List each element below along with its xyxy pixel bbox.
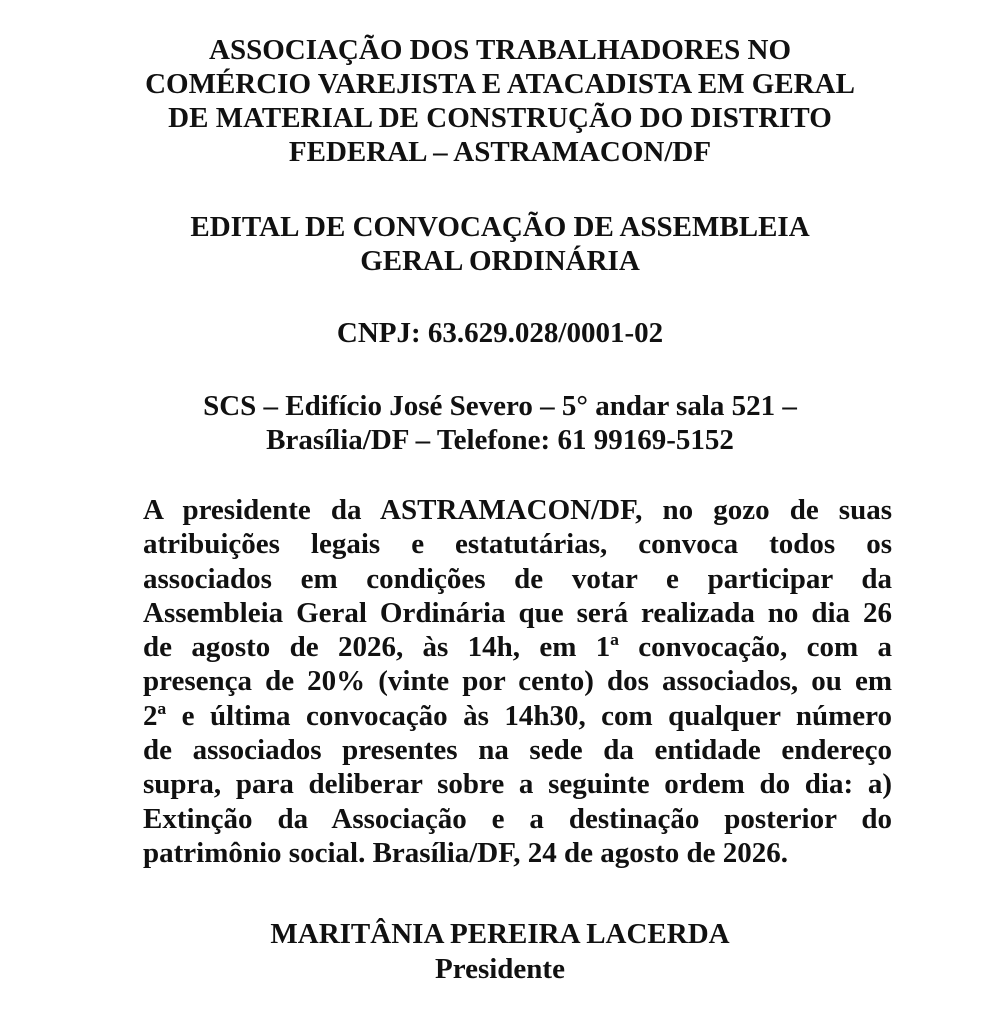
organization-name-line: FEDERAL – ASTRAMACON/DF: [288, 136, 712, 168]
paragraph-line: atribuições legais e estatutárias, convoca todos os: [143, 528, 892, 561]
paragraph-line: supra, para deliberar sobre a seguinte ordem do dia: a): [143, 768, 892, 801]
paragraph-line: 2ª e última convocação às 14h30, com qualquer número: [143, 699, 892, 732]
paragraph-line: A presidente da ASTRAMACON/DF, no gozo de suas: [143, 494, 892, 526]
paragraph-line: presença de 20% (vinte por cento) dos associados, ou em: [143, 665, 892, 698]
signatory-role-text: Presidente: [435, 953, 565, 985]
paragraph-line: de agosto de 2026, às 14h, em 1ª convocação, com a: [143, 631, 892, 664]
paragraph-line: Extinção da Associação e a destinação posterior do: [143, 802, 892, 835]
document-title-line: EDITAL DE CONVOCAÇÃO DE ASSEMBLEIA: [190, 211, 810, 243]
cnpj-text: CNPJ: 63.629.028/0001-02: [336, 317, 664, 349]
convocation-paragraph: [143, 493, 892, 870]
organization-name: [100, 33, 900, 169]
address-block: [100, 389, 900, 457]
organization-name-line: DE MATERIAL DE CONSTRUÇÃO DO DISTRITO: [168, 102, 832, 134]
paragraph-line: Assembleia Geral Ordinária que será realizada no dia 26: [143, 596, 892, 629]
document-title: [100, 210, 900, 278]
paragraph-line: de associados presentes na sede da entidade endereço: [143, 734, 892, 767]
paragraph-line: associados em condições de votar e participar da: [143, 562, 892, 595]
organization-name-line: COMÉRCIO VAREJISTA E ATACADISTA EM GERAL: [145, 68, 855, 100]
signatory-name: [100, 917, 900, 951]
signatory-name-text: MARITÂNIA PEREIRA LACERDA: [270, 918, 730, 950]
signatory-role: [100, 952, 900, 986]
document-title-line: GERAL ORDINÁRIA: [360, 245, 640, 277]
cnpj-number: [100, 316, 900, 350]
paragraph-line: patrimônio social. Brasília/DF, 24 de agosto de 2026.: [143, 836, 788, 869]
organization-name-line: ASSOCIAÇÃO DOS TRABALHADORES NO: [209, 34, 791, 66]
address-line: SCS – Edifício José Severo – 5° andar sala 521 –: [203, 390, 797, 422]
address-line: Brasília/DF – Telefone: 61 99169-5152: [266, 424, 734, 456]
